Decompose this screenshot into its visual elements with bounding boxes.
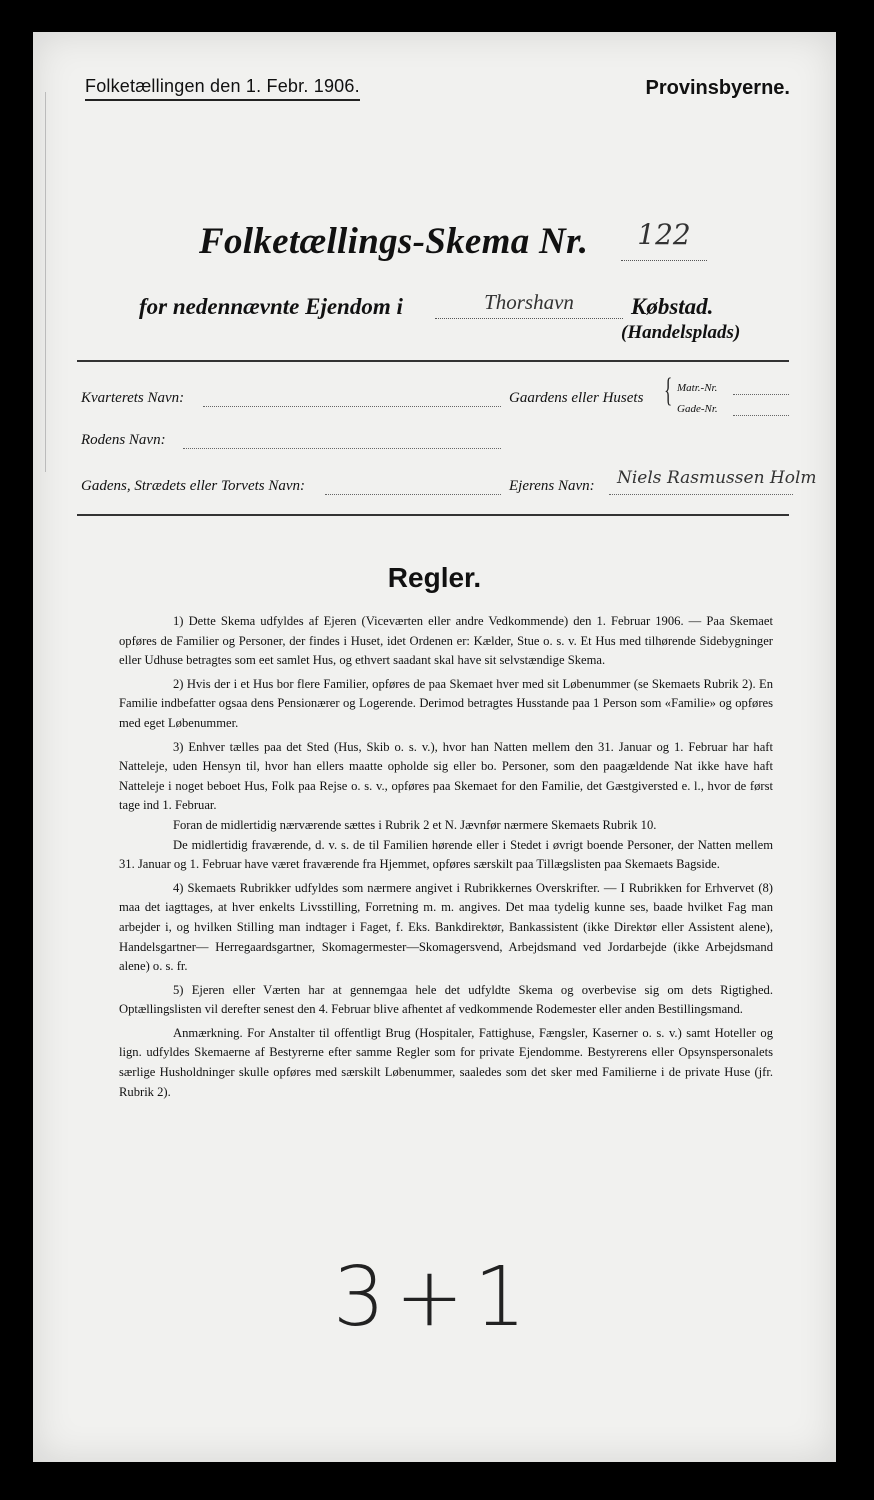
kvarter-label: Kvarterets Navn:	[81, 390, 185, 406]
rule-paragraph-3: 3) Enhver tælles paa det Sted (Hus, Skib o. s. v.), hvor han Natten mellem den 31. Januar og 1. Februar har haft Natteleje, uden Hensyn til, hvor han ellers maatte opholde sig eller bo. Personer, som den paagældende Nat ikke have haft Natteleje i noget beboet Hus, Folk paa Rejse o. s. v., opføres paa Skemaet for den Familie, det Gæstgiversted e. l., hvor de først tage ind 1. Februar.	[119, 739, 773, 813]
rule-paragraph-4: 4) Skemaets Rubrikker udfyldes som nærmere angivet i Rubrikkernes Overskrifter. — I Rubrikken for Erhvervet (8) maa det iagttages, at hver enkelts Livsstilling, Forretning m. m. angives. Det maa tydelig kunne ses, baade hvilket Fag man arbejder i, og hvilken Stilling man indtager i Faget, f. Eks. Bankdirektør, Bankassistent (ikke Direktør eller Assistent alene), Handelsgartner— Herregaardsgartner, Skomagermester—Skomagersvend, Arbejdsmand ved Jordarbejde (ikke Arbejdsmand alene) o. s. fr.	[119, 880, 773, 974]
gaard-label: Gaardens eller Husets	[509, 390, 644, 406]
rule-paragraph-3b: Foran de midlertidig nærværende sættes i Rubrik 2 et N. Jævnfør nærmere Skemaets Rubrik 10.	[173, 817, 657, 832]
subtitle-alt: (Handelsplads)	[621, 322, 741, 343]
rule-paragraph-3c: De midlertidig fraværende, d. v. s. de til Familien hørende eller i Stedet i øvrigt boende Personer, der Natten mellem 31. Januar og 1. Februar have været fraværende fra Hjemmet, opføres særskilt paa Tillægslisten paa Skemaets Bagside.	[119, 837, 773, 872]
ejer-field[interactable]	[609, 494, 793, 495]
matr-field[interactable]	[733, 394, 789, 395]
brace-glyph: {	[664, 372, 673, 409]
ejer-label: Ejerens Navn:	[509, 478, 595, 494]
fields-divider	[77, 514, 789, 516]
gade-nr-label: Gade-Nr.	[677, 403, 718, 415]
margin-bleed	[33, 92, 46, 472]
rode-label: Rodens Navn:	[81, 432, 166, 448]
census-form-sheet	[33, 32, 836, 1462]
rules-heading: Regler.	[387, 562, 482, 593]
rules-body	[119, 612, 773, 1106]
rode-field[interactable]	[183, 448, 501, 449]
rule-paragraph-1: 1) Dette Skema udfyldes af Ejeren (Viceværten eller andre Vedkommende) den 1. Februar 1906. — Paa Skemaet opføres de Familier og Personer, der findes i Huset, idet Ordenen er: Kælder, Stue o. s. v. Et Hus med tilhørende Sidebygninger eller Udhuse betragtes som eet samlet Hus, og ethvert saadant skal have sit selvstændige Skema.	[119, 614, 773, 668]
owner-name-handwritten: Niels Rasmussen Holm	[617, 468, 817, 488]
subtitle-suffix: Købstad.	[631, 294, 714, 319]
rule-paragraph-2: 2) Hvis der i et Hus bor flere Familier, opføres de paa Skemaet hver med sit Løbenummer (se Skemaets Rubrik 2). En Familie indbefatter ogsaa dens Pensionærer og Logerende. Derimod betragtes Husstande paa 1 Person som «Familie» og opføres med eget Løbenummer.	[119, 676, 773, 730]
matr-label: Matr.-Nr.	[677, 382, 718, 394]
gade-nr-field[interactable]	[733, 415, 789, 416]
top-divider	[77, 360, 789, 362]
rule-paragraph-5: 5) Ejeren eller Værten har at gennemgaa hele det udfyldte Skema og overbevise sig om dets Rigtighed. Optællingslisten vil derefter senest den 4. Februar blive afhentet af vedkommende Rodemester eller anden Bestillingsmand.	[119, 982, 773, 1017]
handwritten-count: 3+1	[332, 1250, 537, 1345]
town-handwritten: Thorshavn	[435, 290, 623, 319]
annotation-note: Anmærkning. For Anstalter til offentligt Brug (Hospitaler, Fattighuse, Fængsler, Kaserner o. s. v.) samt Hoteller og lign. udfyldes Skemaerne af Bestyrerne efter samme Regler som for private Ejendomme. Bestyrerens eller Opsynspersonalets særlige Husholdninger skulle opføres med særskilt Løbenummer, saaledes som det sker med Familierne i de private Huse (jfr. Rubrik 2).	[119, 1025, 773, 1099]
kvarter-field[interactable]	[203, 406, 501, 407]
gade-label: Gadens, Strædets eller Torvets Navn:	[81, 478, 306, 494]
gade-field[interactable]	[325, 494, 501, 495]
form-number-handwritten: 122	[621, 218, 707, 261]
form-title: Folketællings-Skema Nr.	[199, 221, 589, 262]
province-header: Provinsbyerne.	[645, 77, 790, 99]
census-date-header: Folketællingen den 1. Febr. 1906.	[85, 76, 360, 101]
subtitle-prefix: for nedennævnte Ejendom i	[139, 294, 403, 319]
